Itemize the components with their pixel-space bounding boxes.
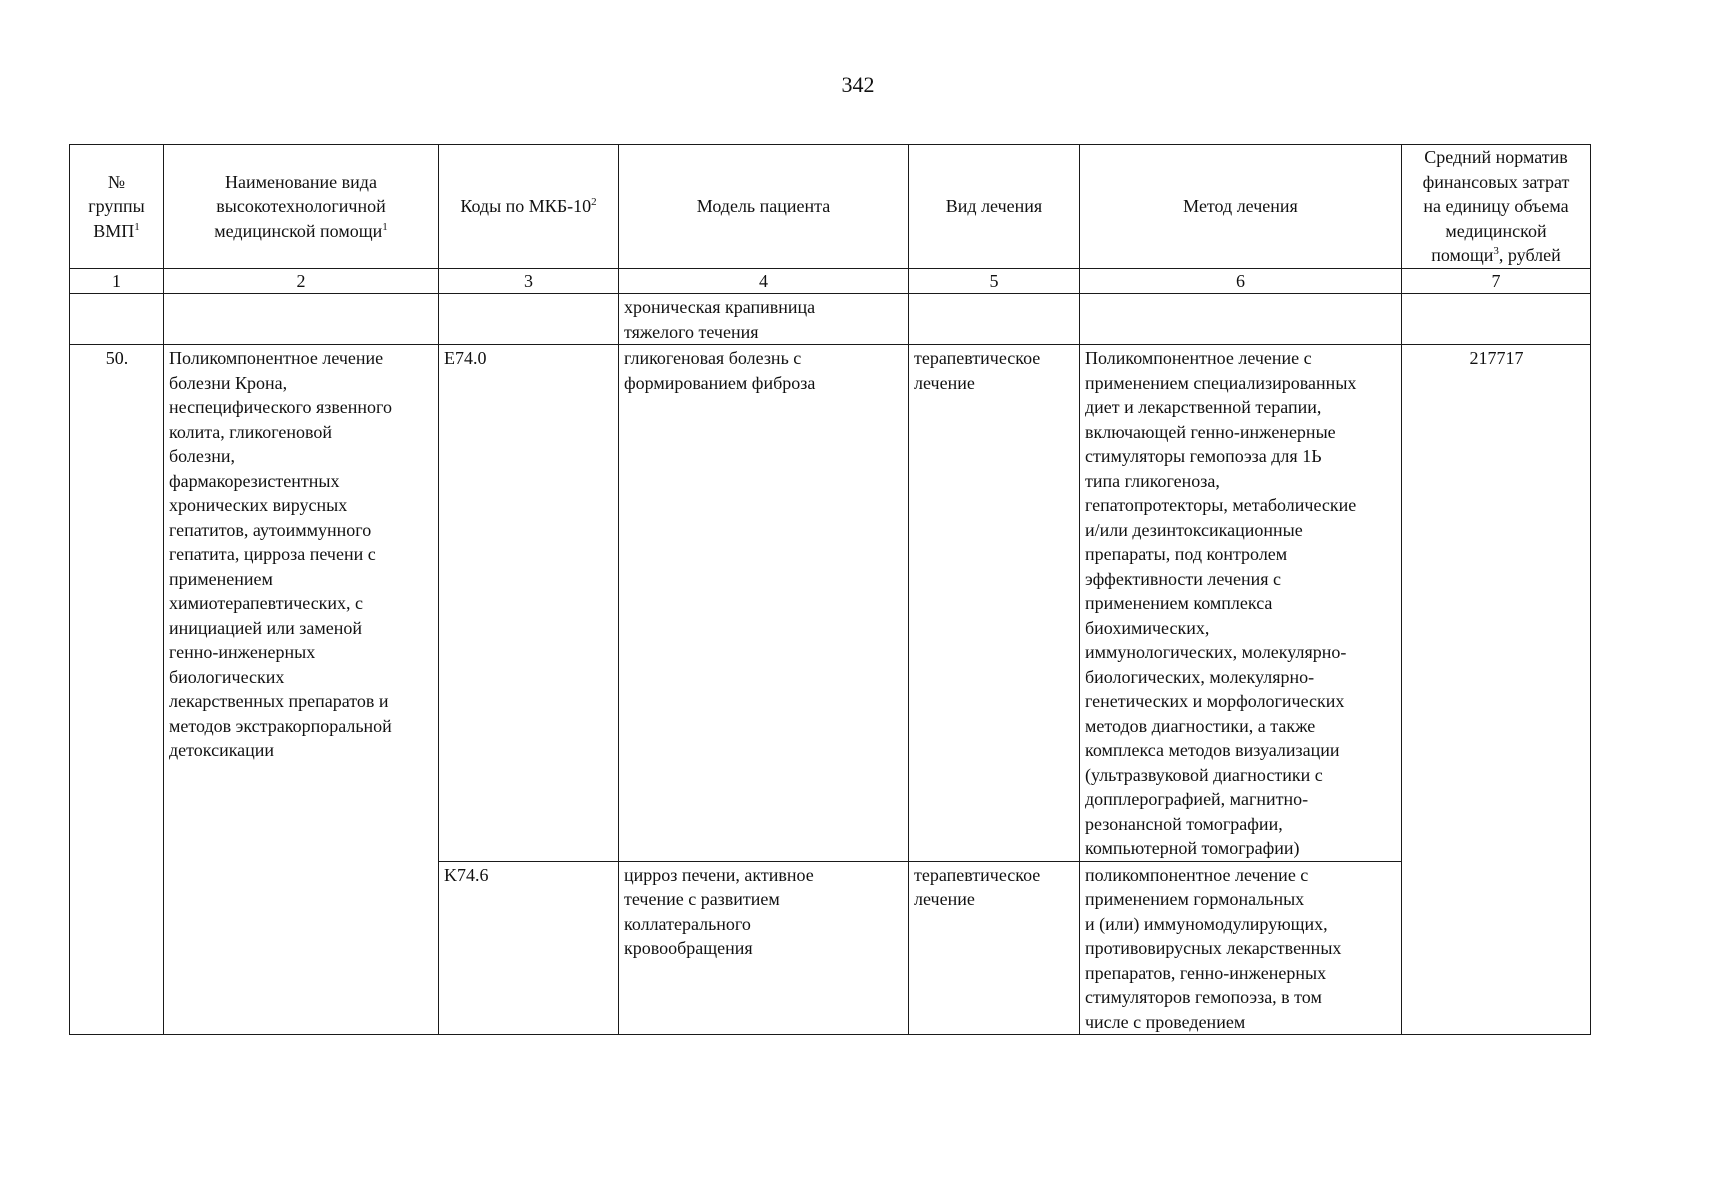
- treatment-method-cell: Поликомпонентное лечение с применением специализированных диет и лекарственной терапии, включающей генно-инженерные стимуляторы гемопоэза для 1Ь типа гликогеноза, гепатопротекторы, метаболические и/или дезинтоксикационные препараты, под контролем эффективности лечения с применением комплекса биохимических, иммунологических, молекулярно- биологических, молекулярно- генетических и морфологических методов диагностики, а также комплекса методов визуализации (ультразвуковой диагностики с допплерографией, магнитно- резонансной томографии, компьютерной томографии): [1080, 345, 1402, 862]
- header-icd-codes: [439, 145, 619, 269]
- treatment-method-cell: поликомпонентное лечение с применением гормональных и (или) иммуномодулирующих, противовирусных лекарственных препаратов, генно-инженерных стимуляторов гемопоэза, в том числе с проведением: [1080, 861, 1402, 1035]
- empty-cell: [164, 294, 439, 345]
- header-treatment-method: Метод лечения: [1080, 145, 1402, 269]
- column-number-row: [70, 268, 1591, 294]
- treatment-type-cell: терапевтическое лечение: [909, 861, 1080, 1035]
- header-icd-codes-text: Коды по МКБ-10: [460, 196, 592, 216]
- table-wrapper: [69, 144, 1590, 1035]
- column-number-cell: 5: [909, 268, 1080, 294]
- treatment-type-cell: терапевтическое лечение: [909, 345, 1080, 862]
- icd-code-cell: K74.6: [439, 861, 619, 1035]
- column-number-cell: 4: [619, 268, 909, 294]
- column-number-cell: 2: [164, 268, 439, 294]
- group-50-row-e74: [70, 345, 1591, 862]
- column-number-cell: 7: [1402, 268, 1591, 294]
- continuation-row: [70, 294, 1591, 345]
- empty-cell: [70, 294, 164, 345]
- header-group-number-text: № группы ВМП: [88, 171, 145, 241]
- patient-model-cell: цирроз печени, активное течение с развитием коллатерального кровообращения: [619, 861, 909, 1035]
- header-care-type-name-sup: 1: [382, 220, 388, 233]
- empty-cell: [1080, 294, 1402, 345]
- empty-cell: [1402, 294, 1591, 345]
- average-cost-cell: 217717: [1402, 345, 1591, 1035]
- header-row: [70, 145, 1591, 269]
- header-average-cost: [1402, 145, 1591, 269]
- vmp-table: [69, 144, 1591, 1035]
- header-group-number: [70, 145, 164, 269]
- continuation-patient-model: хроническая крапивница тяжелого течения: [619, 294, 909, 345]
- patient-model-cell: гликогеновая болезнь с формированием фиброза: [619, 345, 909, 862]
- page-number: 342: [841, 72, 875, 97]
- header-treatment-type: Вид лечения: [909, 145, 1080, 269]
- header-patient-model: Модель пациента: [619, 145, 909, 269]
- column-number-cell: 1: [70, 268, 164, 294]
- header-average-cost-text: Средний норматив финансовых затрат на единицу объема медицинской помощи: [1422, 147, 1570, 265]
- icd-code-cell: E74.0: [439, 345, 619, 862]
- header-average-cost-unit: , рублей: [1498, 245, 1561, 265]
- column-number-cell: 3: [439, 268, 619, 294]
- header-icd-codes-sup: 2: [591, 196, 597, 208]
- empty-cell: [439, 294, 619, 345]
- header-group-number-sup: 1: [134, 220, 140, 233]
- care-type-name-cell: Поликомпонентное лечение болезни Крона, неспецифического язвенного колита, гликогеновой болезни, фармакорезистентных хронических вирусных гепатитов, аутоиммунного гепатита, цирроза печени с применением химиотерапевтических, с инициацией или заменой генно-инженерных биологических лекарственных препаратов и методов экстракорпоральной детоксикации: [164, 345, 439, 1035]
- group-number-cell: 50.: [70, 345, 164, 1035]
- header-average-cost-sup: 3: [1493, 245, 1499, 257]
- header-care-type-name-text: Наименование вида высокотехнологичной медицинской помощи: [214, 171, 386, 241]
- empty-cell: [909, 294, 1080, 345]
- header-care-type-name: [164, 145, 439, 269]
- column-number-cell: 6: [1080, 268, 1402, 294]
